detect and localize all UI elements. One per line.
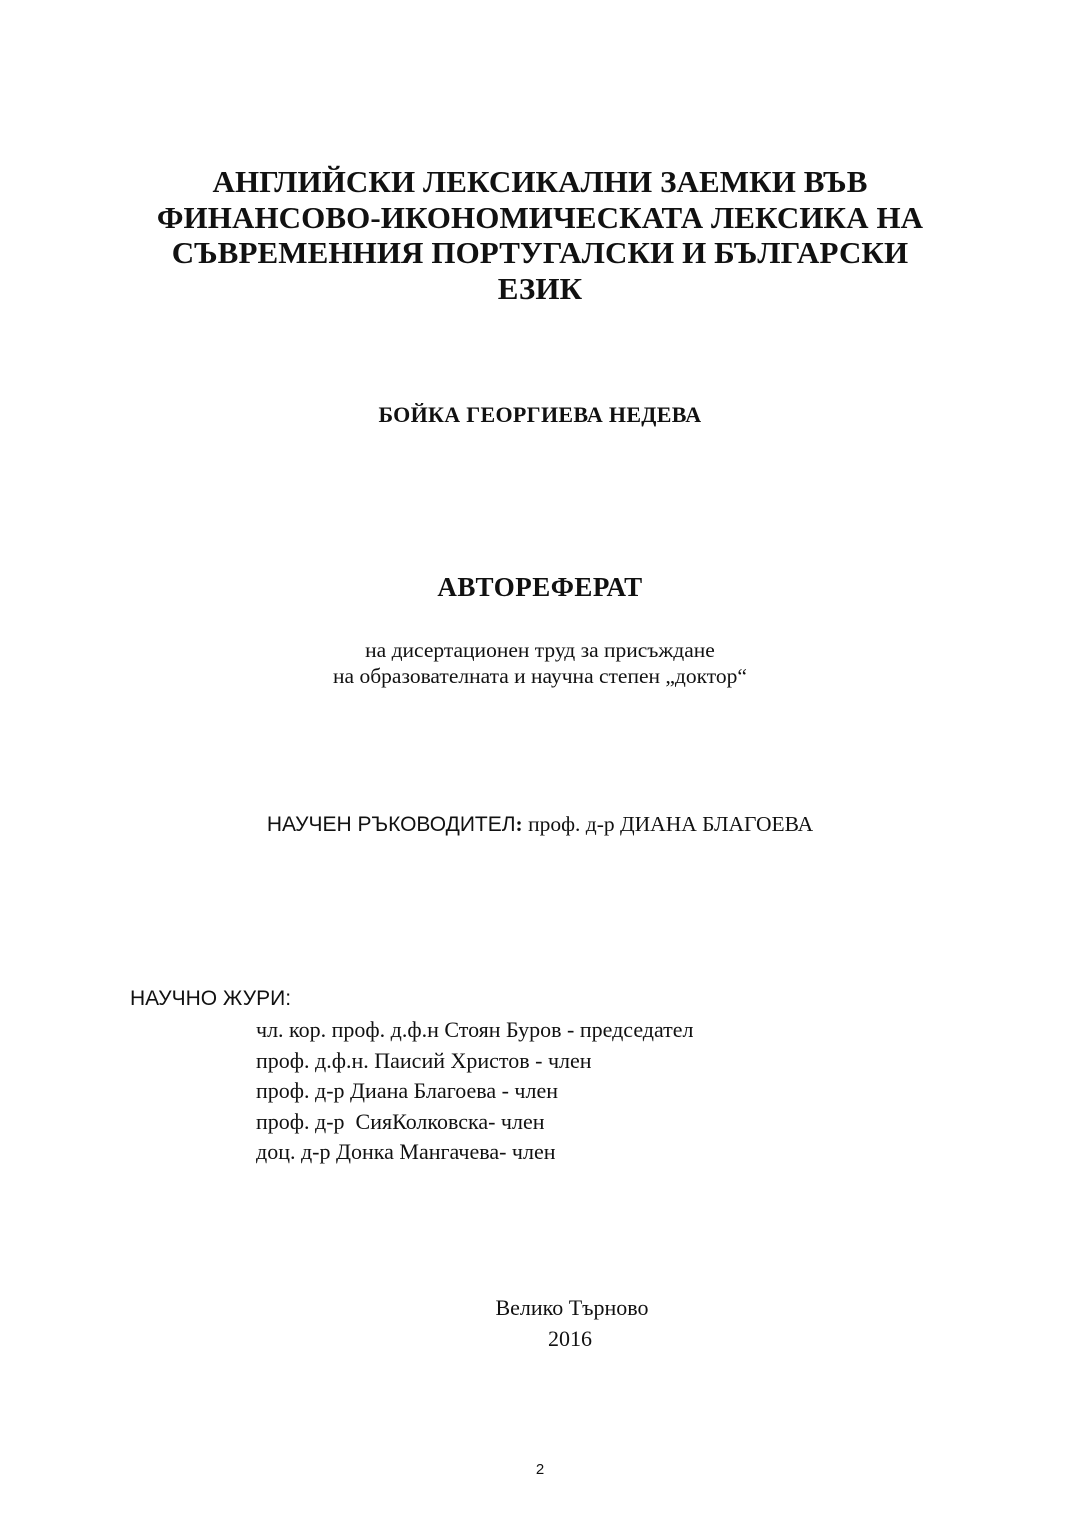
supervisor-name: проф. д-р ДИАНА БЛАГОЕВА [522,812,814,836]
degree-description [0,637,1080,689]
jury-member: чл. кор. проф. д.ф.н Стоян Буров - председател [256,1017,694,1042]
title-line: ФИНАНСОВО-ИКОНОМИЧЕСКАТА ЛЕКСИКА НА [156,199,924,235]
jury-members-list [256,1015,694,1168]
supervisor-colon: : [515,812,523,836]
jury-member: проф. д.ф.н. Паисий Христов - член [256,1047,592,1073]
city: Велико Търново [495,1295,649,1320]
thesis-title [110,164,970,306]
jury-member: проф. д-р Диана Благоева - член [256,1078,558,1103]
title-line: АНГЛИЙСКИ ЛЕКСИКАЛНИ ЗАЕМКИ ВЪВ [212,164,868,199]
subtitle-line: на образователната и научна степен „доктор“ [333,664,747,688]
document-type-heading: АВТОРЕФЕРАТ [437,572,643,602]
title-line: СЪВРЕМЕННИЯ ПОРТУГАЛСКИ И БЪЛГАРСКИ [171,235,909,270]
place-and-year [0,1293,1080,1354]
jury-label: НАУЧНО ЖУРИ: [130,987,292,1010]
author-name: БОЙКА ГЕОРГИЕВА НЕДЕВА [378,402,702,427]
supervisor-label: НАУЧЕН РЪКОВОДИТЕЛ [266,813,516,836]
year: 2016 [548,1325,592,1351]
supervisor-line [0,809,1080,840]
jury-member: доц. д-р Донка Мангачева- член [256,1139,556,1164]
jury-member: проф. д-р СияКолковска- член [256,1108,545,1134]
title-line: ЕЗИК [497,270,583,306]
page-number: 2 [535,1461,545,1478]
subtitle-line: на дисертационен труд за присъждане [365,638,715,662]
